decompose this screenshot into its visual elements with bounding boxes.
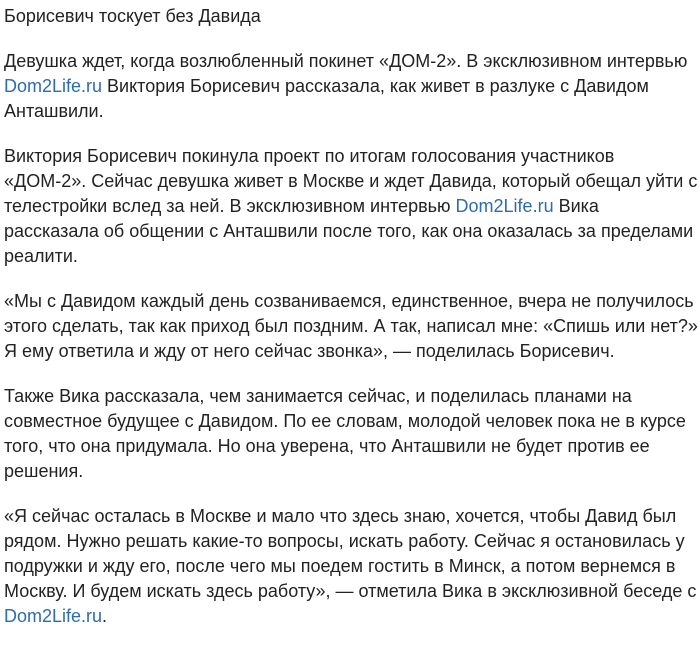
paragraph-5: [4, 504, 699, 629]
paragraph-2-line-3: [4, 194, 699, 219]
paragraph-1-line-2-text: Виктория Борисевич рассказала, как живет в разлуке с Давидом: [102, 76, 649, 96]
paragraph-5-line-5: [4, 604, 699, 629]
paragraph-5-line-3: подружки и жду его, после чего мы поедем гостить в Минск, а потом вернемся в: [4, 556, 676, 576]
paragraph-2-line-5: реалити.: [4, 246, 78, 266]
paragraph-2-line-4: рассказала об общении с Анташвили после того, как она оказалась за пределами: [4, 221, 694, 241]
paragraph-3: [4, 289, 699, 364]
paragraph-2: [4, 144, 699, 269]
paragraph-3-line-1: «Мы с Давидом каждый день созваниваемся, единственное, вчера не получилось: [4, 291, 694, 311]
dom2life-link[interactable]: Dom2Life.ru: [4, 76, 103, 96]
paragraph-4-line-1: Также Вика рассказала, чем занимается сейчас, и поделилась планами на: [4, 386, 632, 406]
paragraph-3-line-2: этого сделать, так как приход был поздним. А так, написал мне: «Спишь или нет?»: [4, 316, 698, 336]
paragraph-5-line-1: «Я сейчас осталась в Москве и мало что здесь знаю, хочется, чтобы Давид был: [4, 506, 677, 526]
paragraph-2-line-3-tail: Вика: [553, 196, 599, 216]
paragraph-2-line-2: «ДОМ-2». Сейчас девушка живет в Москве и ждет Давида, который обещал уйти с: [4, 171, 698, 191]
paragraph-5-line-4: Москву. И будем искать здесь работу», — отметила Вика в эксклюзивной беседе с: [4, 581, 697, 601]
dom2life-link[interactable]: Dom2Life.ru: [455, 196, 554, 216]
paragraph-2-line-1: Виктория Борисевич покинула проект по итогам голосования участников: [4, 146, 615, 166]
paragraph-4-line-3: того, что она придумала. Но она уверена, что Анташвили не будет против ее: [4, 436, 650, 456]
paragraph-4: [4, 384, 699, 484]
paragraph-2-line-3-text: телестройки вслед за ней. В эксклюзивном интервью: [4, 196, 456, 216]
paragraph-3-line-3: Я ему ответила и жду от него сейчас звонка», — поделилась Борисевич.: [4, 341, 615, 361]
paragraph-4-line-2: совместное будущее с Давидом. По ее словам, молодой человек пока не в курсе: [4, 411, 686, 431]
paragraph-5-line-2: рядом. Нужно решать какие-то вопросы, искать работу. Сейчас я остановилась у: [4, 531, 685, 551]
paragraph-5-line-5-tail: .: [102, 606, 108, 626]
paragraph-1-line-2: [4, 74, 699, 99]
paragraph-4-line-4: решения.: [4, 461, 84, 481]
paragraph-1-line-3: Анташвили.: [4, 101, 104, 121]
paragraph-1: [4, 49, 699, 124]
article-title: Борисевич тоскует без Давида: [4, 6, 261, 26]
paragraph-1-line-1: Девушка ждет, когда возлюбленный покинет «ДОМ-2». В эксклюзивном интервью: [4, 51, 688, 71]
dom2life-link[interactable]: Dom2Life.ru: [4, 606, 103, 626]
